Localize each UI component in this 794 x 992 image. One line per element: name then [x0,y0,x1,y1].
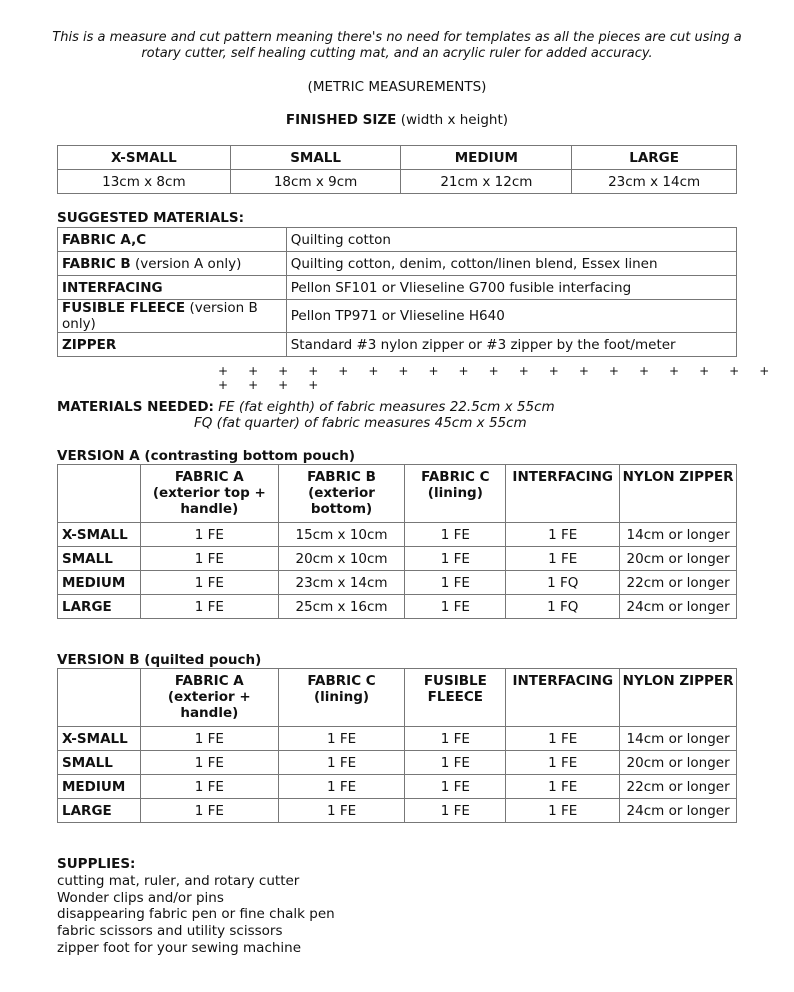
supplies-list [57,856,335,957]
table-row [58,547,737,571]
fat-eighth-note: FE (fat eighth) of fabric measures 22.5cm x 55cm [218,399,555,415]
table-cell: 1 FE [405,775,506,799]
blank-header-cell [58,465,141,523]
table-row [58,170,737,194]
row-label: SMALL [58,547,141,571]
table-cell: 1 FQ [506,571,620,595]
table-cell: 24cm or longer [620,799,737,823]
version-a-title: VERSION A (contrasting bottom pouch) [57,448,356,464]
supplies-title: SUPPLIES: [57,856,136,872]
table-row [58,228,737,252]
table-row [58,523,737,547]
table-cell: 1 FE [506,727,620,751]
list-item: fabric scissors and utility scissors [57,923,283,940]
table-header-row [58,669,737,727]
table-cell: 1 FE [278,775,405,799]
table-row [58,571,737,595]
size-header: X-SMALL [58,146,231,170]
table-cell: 1 FE [405,727,506,751]
metric-note: (METRIC MEASUREMENTS) [307,79,487,95]
size-header: SMALL [230,146,401,170]
finished-size-table [57,145,737,194]
column-header: FABRIC B (exterior bottom) [278,465,405,523]
column-header: NYLON ZIPPER [620,465,737,523]
material-value: Pellon TP971 or Vlieseline H640 [286,300,736,333]
row-label: SMALL [58,751,141,775]
table-cell: 1 FE [140,547,278,571]
table-row [58,799,737,823]
table-cell: 1 FE [140,727,278,751]
table-row [58,751,737,775]
table-cell: 1 FE [405,571,506,595]
suggested-materials-title: SUGGESTED MATERIALS: [57,210,244,226]
table-row [58,727,737,751]
finished-size-suffix: (width x height) [400,112,509,128]
table-cell: 25cm x 16cm [278,595,405,619]
table-cell: 14cm or longer [620,523,737,547]
size-header: LARGE [572,146,737,170]
material-value: Quilting cotton, denim, cotton/linen blend, Essex linen [286,252,736,276]
table-cell: 1 FE [140,775,278,799]
row-label: X-SMALL [58,523,141,547]
finished-size-label: FINISHED SIZE [285,112,397,128]
column-header: INTERFACING [506,465,620,523]
table-cell: 1 FE [405,799,506,823]
intro-line: rotary cutter, self healing cutting mat, and an acrylic ruler for added accuracy. [141,46,653,61]
size-value: 23cm x 14cm [572,170,737,194]
table-row [58,775,737,799]
size-value: 13cm x 8cm [58,170,231,194]
table-cell: 1 FQ [506,595,620,619]
column-header: FABRIC C (lining) [278,669,405,727]
material-name: FABRIC B (version A only) [58,252,287,276]
suggested-materials-table [57,227,737,357]
column-header: FABRIC A (exterior top + handle) [140,465,278,523]
column-header: FABRIC C (lining) [405,465,506,523]
table-cell: 22cm or longer [620,571,737,595]
table-cell: 1 FE [278,751,405,775]
materials-needed-label: MATERIALS NEEDED: [57,399,214,415]
table-cell: 1 FE [140,751,278,775]
table-cell: 1 FE [405,523,506,547]
intro-line: This is a measure and cut pattern meaning there's no need for templates as all the pieces are cut using a [52,30,742,45]
table-cell: 24cm or longer [620,595,737,619]
table-cell: 1 FE [405,595,506,619]
size-value: 18cm x 9cm [230,170,401,194]
list-item: disappearing fabric pen or fine chalk pen [57,906,335,923]
blank-header-cell [58,669,141,727]
version-b-title: VERSION B (quilted pouch) [57,652,262,668]
table-cell: 1 FE [506,547,620,571]
row-label: LARGE [58,595,141,619]
list-item: zipper foot for your sewing machine [57,939,302,956]
table-row [58,252,737,276]
table-row [58,276,737,300]
row-label: X-SMALL [58,727,141,751]
size-header: MEDIUM [401,146,572,170]
table-cell: 1 FE [405,751,506,775]
table-cell: 1 FE [506,751,620,775]
table-cell: 14cm or longer [620,727,737,751]
material-value: Standard #3 nylon zipper or #3 zipper by the foot/meter [286,333,736,357]
row-label: MEDIUM [58,571,141,595]
list-item: Wonder clips and/or pins [57,889,224,906]
size-value: 21cm x 12cm [401,170,572,194]
table-cell: 20cm x 10cm [278,547,405,571]
list-item: cutting mat, ruler, and rotary cutter [57,872,300,889]
intro-paragraph [40,30,754,62]
table-cell: 1 FE [506,523,620,547]
table-cell: 1 FE [278,727,405,751]
table-header-row [58,146,737,170]
section-divider: + + + + + + + + + + + + + + + + + + + + + + + [218,364,778,392]
row-label: LARGE [58,799,141,823]
materials-needed [57,399,555,431]
table-header-row [58,465,737,523]
material-name: FABRIC A,C [58,228,287,252]
column-header: NYLON ZIPPER [620,669,737,727]
column-header: FABRIC A (exterior + handle) [140,669,278,727]
table-cell: 1 FE [140,571,278,595]
table-cell: 23cm x 14cm [278,571,405,595]
table-cell: 1 FE [140,799,278,823]
table-cell: 20cm or longer [620,751,737,775]
material-name: ZIPPER [58,333,287,357]
table-cell: 1 FE [278,799,405,823]
version-b-table [57,668,737,823]
table-cell: 1 FE [506,775,620,799]
table-cell: 1 FE [140,595,278,619]
table-row [58,595,737,619]
fat-quarter-note: FQ (fat quarter) of fabric measures 45cm x 55cm [194,415,527,431]
table-cell: 15cm x 10cm [278,523,405,547]
table-cell: 20cm or longer [620,547,737,571]
table-row [58,333,737,357]
table-row [58,300,737,333]
column-header: FUSIBLE FLEECE [405,669,506,727]
column-header: INTERFACING [506,669,620,727]
table-cell: 1 FE [140,523,278,547]
version-a-table [57,464,737,619]
row-label: MEDIUM [58,775,141,799]
table-cell: 1 FE [506,799,620,823]
table-cell: 1 FE [405,547,506,571]
table-cell: 22cm or longer [620,775,737,799]
material-name: INTERFACING [58,276,287,300]
material-value: Quilting cotton [286,228,736,252]
material-name: FUSIBLE FLEECE (version B only) [58,300,287,333]
material-value: Pellon SF101 or Vlieseline G700 fusible interfacing [286,276,736,300]
finished-size-heading [0,112,794,128]
